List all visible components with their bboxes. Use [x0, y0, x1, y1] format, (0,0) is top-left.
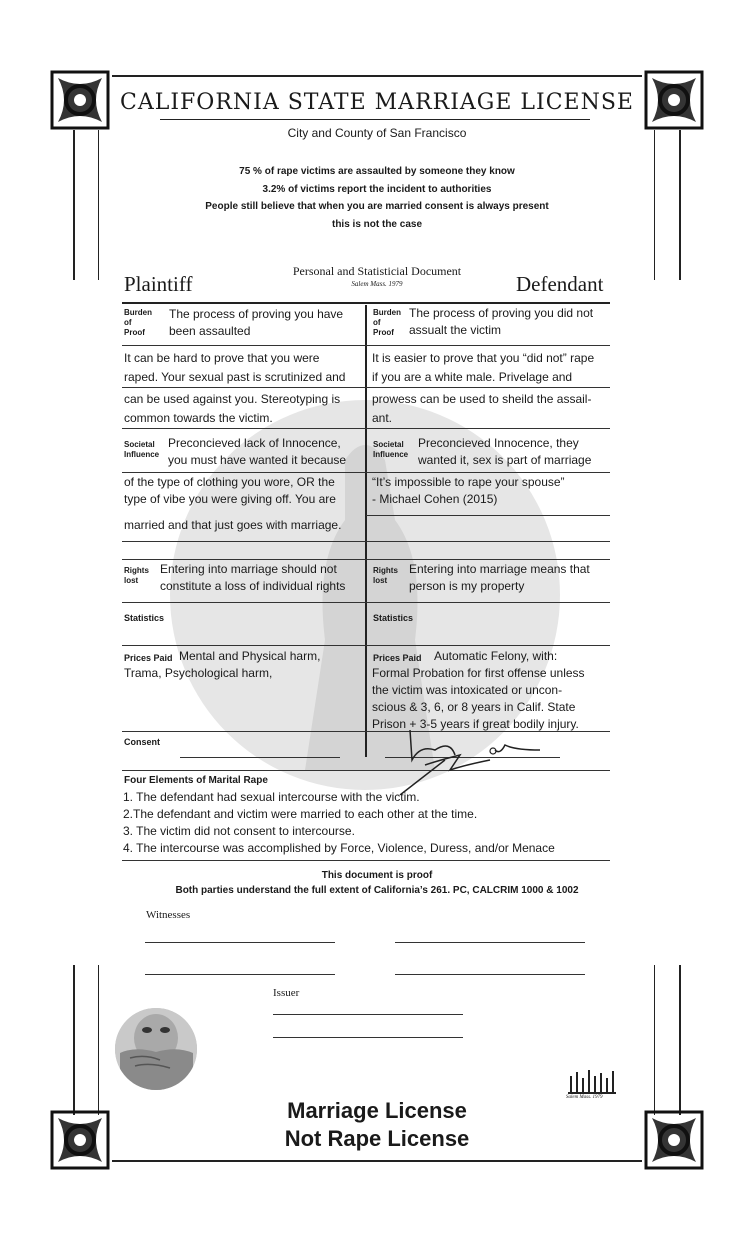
stat-line: People still believe that when you are married consent is always present — [205, 201, 549, 212]
plaintiff-rights: Entering into marriage should not constitute a loss of individual rights — [160, 562, 346, 593]
stat-line: this is not the case — [331, 218, 423, 230]
license-subtitle: City and County of San Francisco — [287, 126, 467, 140]
rights-label: Rights lost — [124, 566, 149, 585]
license-title: CALIFORNIA STATE MARRIAGE LICENSE — [120, 90, 634, 115]
signature-scribble-icon — [380, 725, 550, 795]
header-stats — [0, 163, 754, 233]
witness-signature-line[interactable] — [145, 974, 335, 975]
witness-signature-line[interactable] — [395, 942, 585, 943]
witnesses-label: Witnesses — [146, 909, 191, 921]
row-rule — [122, 428, 610, 429]
plaintiff-societal: Preconcieved lack of Innocence, you must have wanted it because — [168, 436, 347, 467]
table-top-rule — [122, 302, 610, 304]
table-center-divider — [365, 305, 367, 757]
bottom-border — [112, 1160, 642, 1162]
covered-mouth-photo — [115, 1008, 197, 1090]
footer-line-1: Marriage License — [287, 1098, 467, 1123]
defendant-burden-detail: It is easier to prove that you “did not” rape if you are a white male. Privelage and prowess can be used to sheild the assail- ant. — [372, 351, 595, 425]
element-item: 4. The intercourse was accomplished by Force, Violence, Duress, and/or Menace — [123, 841, 555, 855]
footer-slogan — [0, 1097, 754, 1153]
row-rule — [366, 515, 610, 516]
row-rule — [122, 472, 610, 473]
left-border-bottom — [73, 965, 75, 1115]
issuer-signature-line[interactable] — [273, 1037, 463, 1038]
right-border-bottom-inner — [654, 965, 655, 1115]
statistics-label-defendant: Statistics — [373, 613, 414, 623]
element-item: 2.The defendant and victim were married to each other at the time. — [123, 807, 478, 821]
row-rule — [122, 345, 610, 346]
defendant-societal: Preconcieved Innocence, they wanted it, sex is part of marriage — [418, 436, 592, 467]
burden-label: Burden of Proof — [124, 308, 152, 337]
document-title: Personal and Statisticial Document — [292, 264, 462, 278]
element-item: 3. The victim did not consent to intercourse. — [123, 824, 355, 838]
row-rule — [122, 559, 610, 560]
defendant-rights: Entering into marriage means that person is my property — [409, 562, 590, 593]
title-rule — [160, 119, 590, 120]
stamp-caption: Salem Mass. 1979 — [566, 1095, 603, 1100]
prices-label: Prices Paid — [124, 653, 173, 663]
top-border — [112, 75, 642, 77]
document-subtitle: Salem Mass. 1979 — [351, 280, 403, 288]
row-rule — [122, 645, 610, 646]
stat-line: 75 % of rape victims are assaulted by someone they know — [239, 166, 515, 177]
left-border-bottom-inner — [98, 965, 99, 1115]
defendant-societal-detail: “It’s impossible to rape your spouse” - Michael Cohen (2015) — [372, 475, 565, 506]
plaintiff-heading: Plaintiff — [124, 272, 193, 296]
defendant-burden: The process of proving you did not assualt the victim — [409, 306, 594, 337]
row-rule — [122, 541, 610, 542]
prices-label-defendant: Prices Paid — [373, 653, 422, 663]
right-border-bottom — [679, 965, 681, 1115]
plaintiff-burden-detail: It can be hard to prove that you were raped. Your sexual past is scrutinized and can be used against you. Stereotyping is common towards the victim. — [124, 351, 346, 425]
plaintiff-burden: The process of proving you have been assaulted — [169, 307, 344, 338]
row-rule — [122, 860, 610, 861]
proof-line-1: This document is proof — [321, 870, 433, 881]
row-rule — [122, 602, 610, 603]
stat-line: 3.2% of victims report the incident to authorities — [262, 183, 492, 195]
consent-label: Consent — [124, 737, 160, 747]
rights-label-defendant: Rights lost — [373, 566, 398, 585]
defendant-heading: Defendant — [516, 272, 604, 296]
societal-label: Societal Influence — [124, 440, 160, 459]
defendant-prices: Automatic Felony, with: Formal Probation for first offense unless the victim was intoxicated or uncon- scious & 3, 6, or 8 years in Calif. State Prison + 3-5 years if great bodily injury. — [372, 649, 585, 731]
plaintiff-prices: Mental and Physical harm, Trama, Psychological harm, — [124, 649, 321, 680]
statistics-label: Statistics — [124, 613, 165, 623]
witness-signature-line[interactable] — [395, 974, 585, 975]
consent-signature-line-plaintiff[interactable] — [180, 757, 340, 758]
barcode-stamp-icon — [568, 1068, 618, 1094]
societal-label-defendant: Societal Influence — [373, 440, 409, 459]
footer-line-2: Not Rape License — [284, 1126, 470, 1151]
element-item: 1. The defendant had sexual intercourse with the victim. — [123, 790, 420, 804]
witness-signature-line[interactable] — [145, 942, 335, 943]
issuer-label: Issuer — [273, 987, 300, 999]
plaintiff-societal-detail: of the type of clothing you wore, OR the type of vibe you were giving off. You are married and that just goes with marriage. — [124, 475, 342, 532]
issuer-signature-line[interactable] — [273, 1014, 463, 1015]
row-rule — [122, 387, 610, 388]
burden-label-defendant: Burden of Proof — [373, 308, 401, 337]
proof-line-2: Both parties understand the full extent of California’s 261. PC, CALCRIM 1000 & 1002 — [175, 885, 579, 896]
elements-title: Four Elements of Marital Rape — [124, 775, 268, 786]
